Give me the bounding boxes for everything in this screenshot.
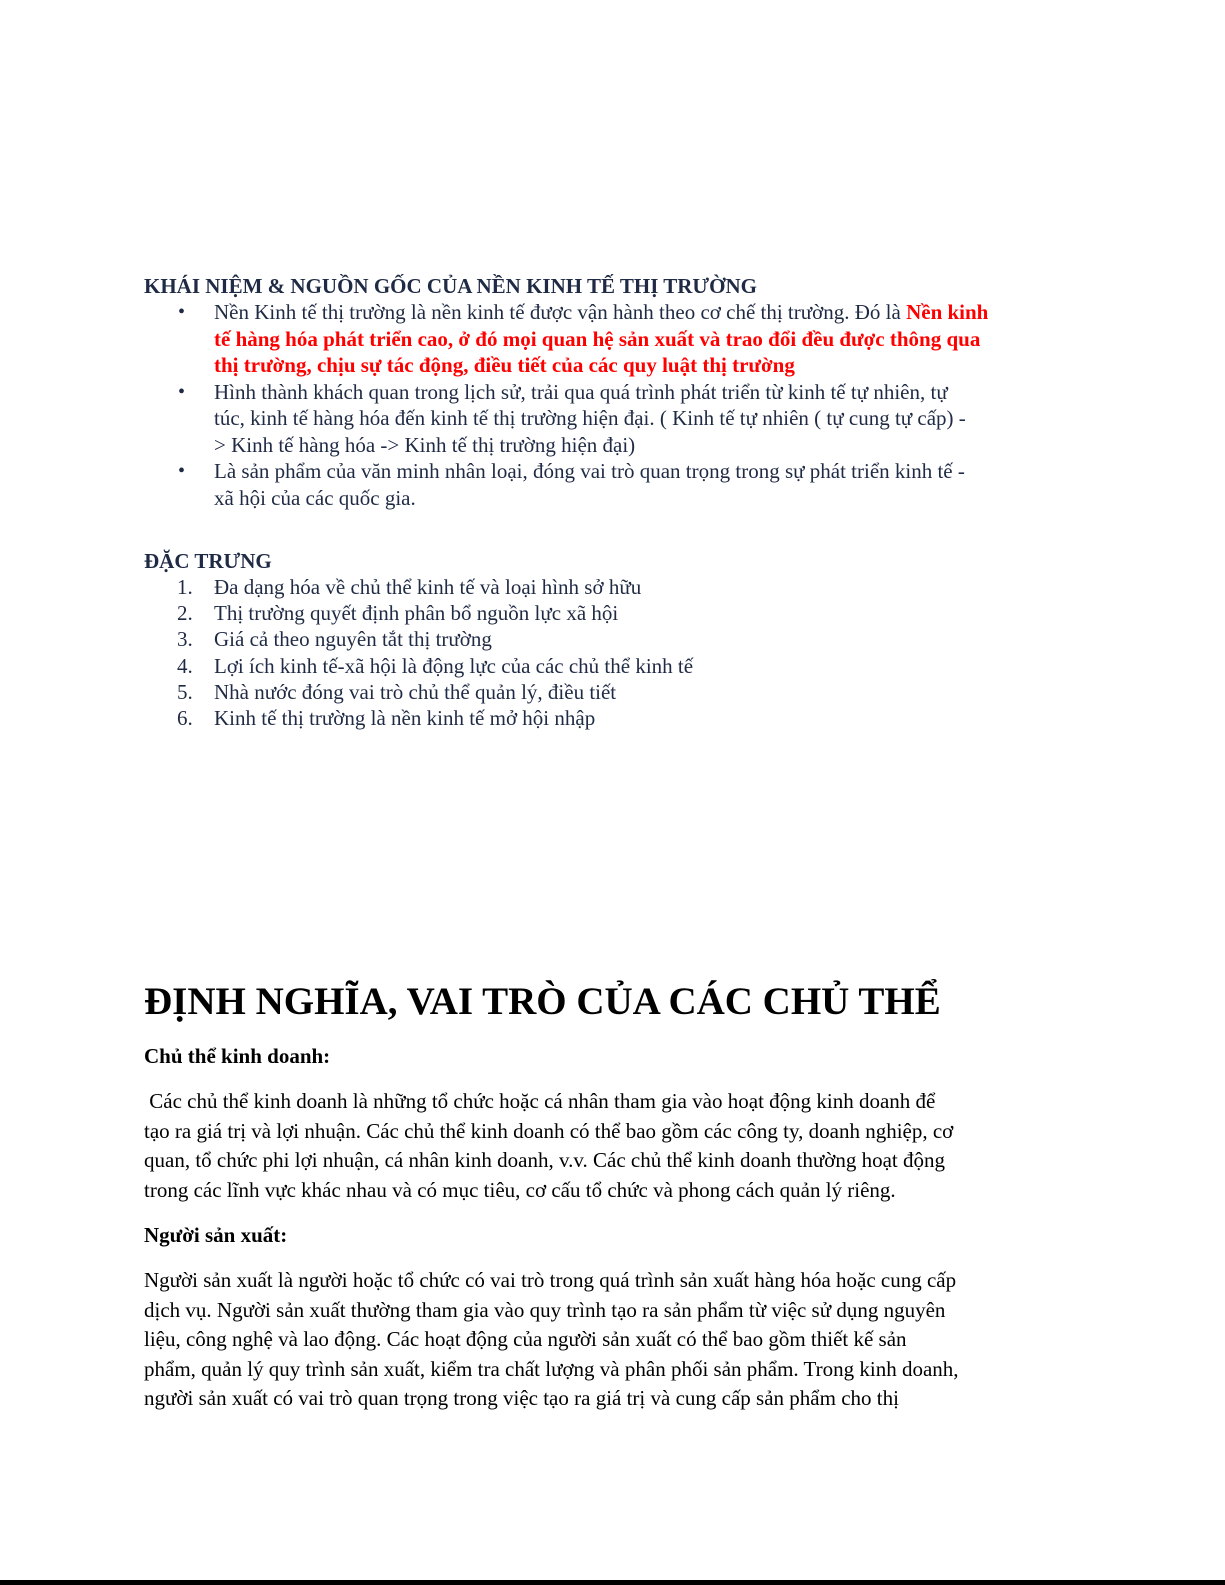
list-item — [144, 626, 1074, 652]
paragraph-line: quan, tổ chức phi lợi nhuận, cá nhân kinh doanh, v.v. Các chủ thể kinh doanh thường hoạt động — [144, 1148, 946, 1172]
bullet-line: Nền Kinh tế thị trường là nền kinh tế được vận hành theo cơ chế thị trường. Đó là Nền kinh — [214, 300, 989, 324]
list-number: 1. — [177, 575, 193, 599]
list-item-text: Kinh tế thị trường là nền kinh tế mở hội nhập — [214, 706, 596, 731]
bullet-line: xã hội của các quốc gia. — [214, 485, 416, 510]
subheading-producer: Người sản xuất: — [144, 1223, 288, 1247]
bullet-line: > Kinh tế hàng hóa -> Kinh tế thị trường hiện đại) — [214, 432, 636, 457]
paragraph-line: Người sản xuất là người hoặc tổ chức có vai trò trong quá trình sản xuất hàng hóa hoặc cung cấp — [144, 1268, 957, 1292]
list-item-text: Lợi ích kinh tế-xã hội là động lực của các chủ thể kinh tế — [214, 653, 694, 678]
highlight-text: Nền kinh — [906, 300, 989, 324]
bullet-line: Là sản phẩm của văn minh nhân loại, đóng vai trò quan trọng trong sự phát triển kinh tế - — [214, 459, 965, 483]
list-item — [144, 600, 1074, 626]
bullet-icon: • — [178, 460, 186, 482]
paragraph-line: liệu, công nghệ và lao động. Các hoạt động của người sản xuất có thể bao gồm thiết kế sản — [144, 1327, 907, 1351]
list-item — [144, 679, 1074, 705]
characteristics-numbered-list — [144, 574, 1074, 731]
list-number: 6. — [177, 706, 193, 731]
list-number: 3. — [177, 627, 193, 652]
list-item — [144, 574, 1074, 600]
list-number: 4. — [177, 653, 193, 678]
highlight-text: thị trường, chịu sự tác động, điều tiết của các quy luật thị trường — [214, 353, 795, 377]
highlight-text: tế hàng hóa phát triển cao, ở đó mọi quan hệ sản xuất và trao đổi đều được thông qua — [214, 326, 981, 351]
list-number: 2. — [177, 601, 193, 626]
list-item — [144, 705, 1074, 731]
paragraph-producer — [144, 1266, 1069, 1414]
section-heading-characteristics: ĐẶC TRƯNG — [144, 549, 272, 573]
paragraph-line: trong các lĩnh vực khác nhau và có mục tiêu, cơ cấu tổ chức và phong cách quản lý riêng. — [144, 1177, 896, 1202]
bullet-line: túc, kinh tế hàng hóa đến kinh tế thị trường hiện đại. ( Kinh tế tự nhiên ( tự cung tự cấp) - — [214, 406, 966, 430]
bullet-icon: • — [178, 301, 186, 323]
paragraph-line: tạo ra giá trị và lợi nhuận. Các chủ thể kinh doanh có thể bao gồm các công ty, doanh nghiệp, cơ — [144, 1118, 954, 1143]
bullet-icon: • — [178, 380, 186, 403]
bottom-divider — [0, 1580, 1225, 1585]
list-item-text: Thị trường quyết định phân bổ nguồn lực xã hội — [214, 601, 619, 626]
concept-bullet-list — [144, 299, 1074, 511]
list-item-text: Đa dạng hóa về chủ thể kinh tế và loại hình sở hữu — [214, 575, 642, 599]
subheading-business-entity: Chủ thể kinh doanh: — [144, 1044, 331, 1068]
list-item — [144, 299, 1074, 379]
paragraph-line: Các chủ thể kinh doanh là những tổ chức hoặc cá nhân tham gia vào hoạt động kinh doanh để — [144, 1089, 936, 1113]
list-number: 5. — [177, 679, 193, 704]
list-item — [144, 379, 1074, 459]
page-title: ĐỊNH NGHĨA, VAI TRÒ CỦA CÁC CHỦ THỂ — [144, 980, 941, 1023]
list-item-text: Giá cả theo nguyên tắt thị trường — [214, 627, 492, 652]
section-heading-concept-origin: KHÁI NIỆM & NGUỒN GỐC CỦA NỀN KINH TẾ THỊ TRƯỜNG — [144, 274, 757, 298]
paragraph-line: phẩm, quản lý quy trình sản xuất, kiểm tra chất lượng và phân phối sản phẩm. Trong kinh doanh, — [144, 1356, 959, 1381]
list-item-text: Nhà nước đóng vai trò chủ thể quản lý, điều tiết — [214, 679, 617, 704]
paragraph-line: người sản xuất có vai trò quan trọng trong việc tạo ra giá trị và cung cấp sản phẩm cho thị — [144, 1386, 899, 1410]
list-item — [144, 653, 1074, 679]
bullet-line: Hình thành khách quan trong lịch sử, trải qua quá trình phát triển từ kinh tế tự nhiên, tự — [214, 379, 948, 404]
list-item — [144, 458, 1074, 511]
paragraph-business-entity — [144, 1087, 1069, 1205]
paragraph-line: dịch vụ. Người sản xuất thường tham gia vào quy trình tạo ra sản phẩm từ việc sử dụng nguyên — [144, 1297, 946, 1322]
